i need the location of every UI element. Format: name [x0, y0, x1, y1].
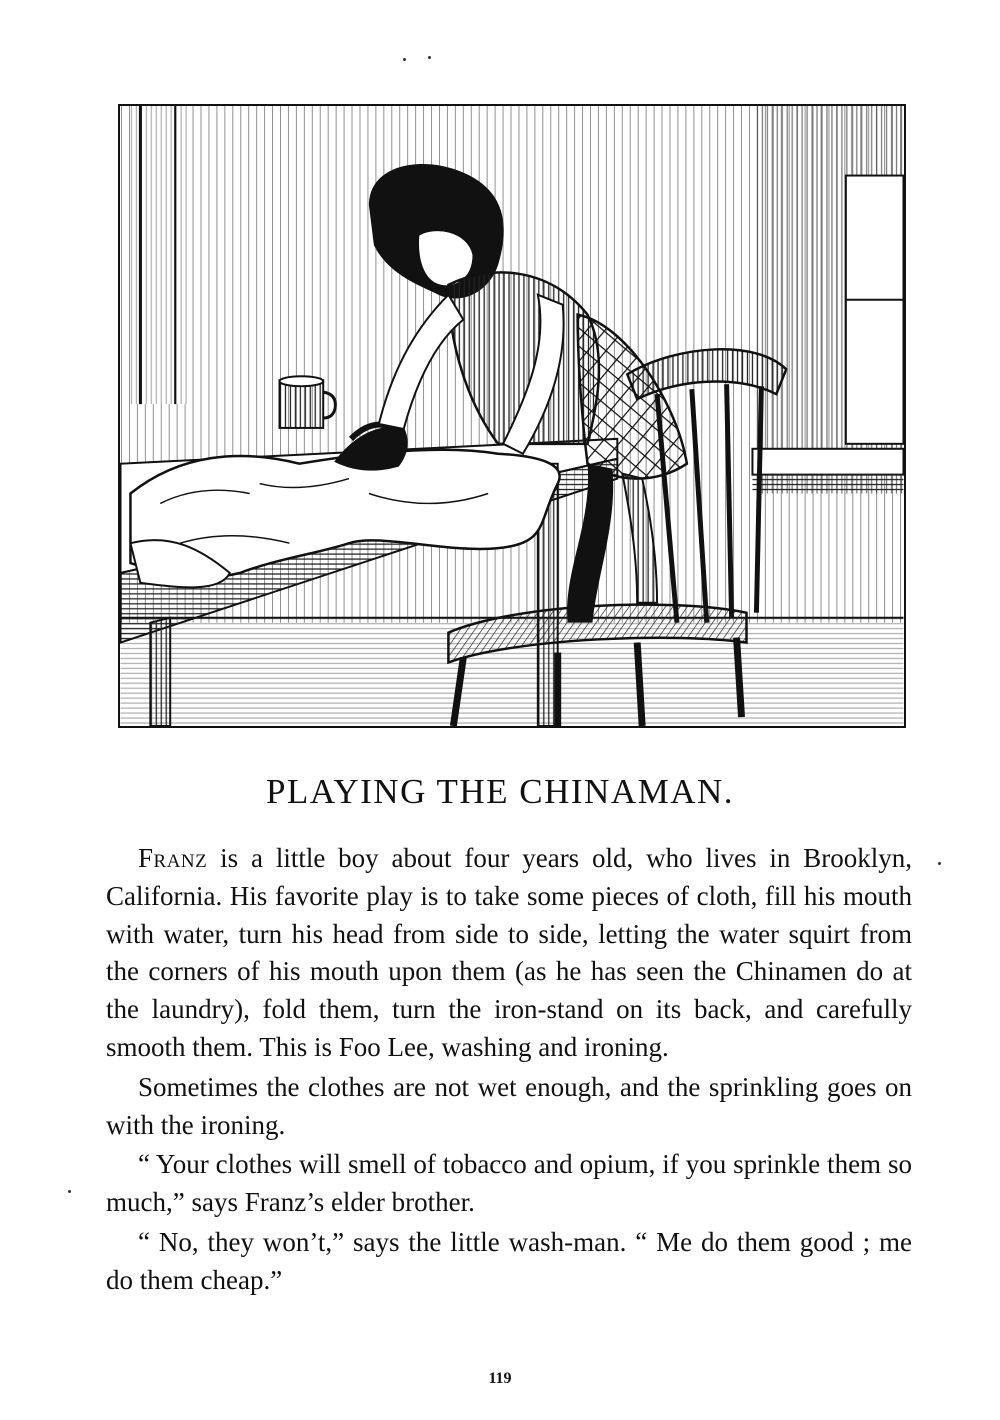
lead-word: Franz — [138, 843, 208, 873]
speck — [428, 56, 431, 59]
paragraph — [106, 840, 912, 1067]
illustration-drawing — [120, 106, 904, 726]
page-title: PLAYING THE CHINAMAN. — [265, 772, 735, 811]
page-number: 119 — [488, 1370, 512, 1387]
speck — [403, 58, 406, 61]
right-window — [752, 106, 903, 494]
speck — [68, 1190, 71, 1193]
engraving-illustration — [118, 104, 906, 728]
paragraph: “ No, they won’t,” says the little wash-man. “ Me do them good ; me do them cheap.” — [106, 1226, 912, 1295]
paragraph: Sometimes the clothes are not wet enough, and the sprinkling goes on with the ironing. — [106, 1071, 912, 1140]
paragraph: “ Your clothes will smell of tobacco and opium, if you sprinkle them so much,” says Franz’s elder brother. — [106, 1149, 912, 1218]
paragraph-text: is a little boy about four years old, who lives in Brooklyn, California. His favorite play is to take some pieces of cloth, fill his mouth with water, turn his head from side to side, letting the water squirt from the corners of his mouth upon them (as he has seen the Chinamen do at the laundry), fold them, turn the iron-stand on its back, and carefully smooth them. This is Foo Lee, washing and ironing. — [106, 843, 912, 1062]
speck — [938, 862, 941, 865]
story-text — [106, 840, 912, 1300]
left-window-frame — [130, 106, 190, 404]
